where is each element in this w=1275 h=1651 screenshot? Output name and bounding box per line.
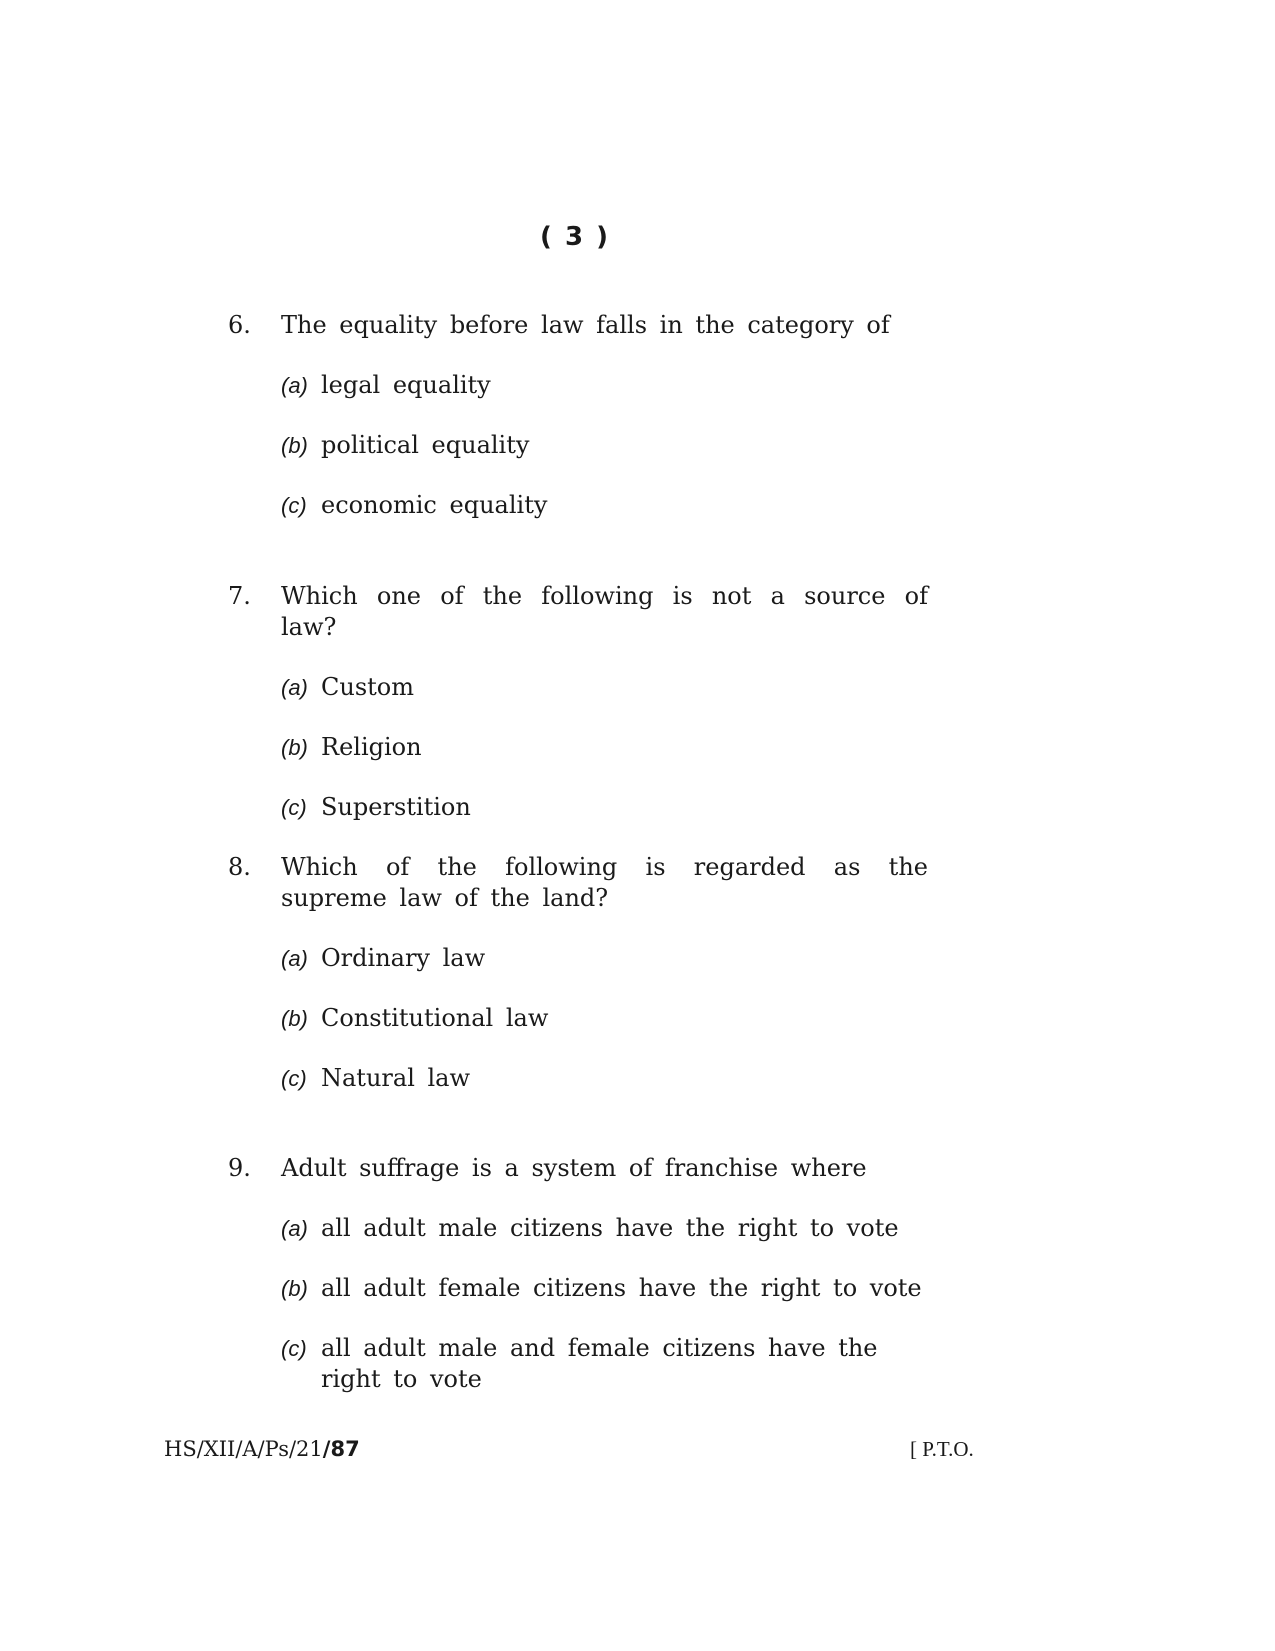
question-number: 9. [228, 1154, 251, 1182]
option-letter: (c) [281, 493, 307, 518]
paper-code-prefix: HS/XII/A/Ps/21 [164, 1437, 323, 1461]
option-a [281, 1213, 928, 1244]
question-text: Adult suffrage is a system of franchise where [281, 1154, 867, 1182]
question-6 [228, 310, 928, 521]
pto-label: [ P.T.O. [910, 1437, 974, 1461]
page-number: ( 3 ) [540, 222, 610, 252]
option-text: economic equality [321, 491, 548, 519]
option-b [281, 430, 928, 461]
option-text: Constitutional law [321, 1004, 549, 1032]
option-a [281, 943, 928, 974]
question-text: Which one of the following is not a source of law? [281, 582, 928, 641]
question-number: 8. [228, 853, 251, 881]
option-letter: (b) [281, 1276, 308, 1301]
option-letter: (c) [281, 1066, 307, 1091]
option-a [281, 370, 928, 401]
option-b [281, 732, 928, 763]
option-c [281, 490, 928, 521]
option-letter: (b) [281, 433, 308, 458]
question-number: 6. [228, 311, 251, 339]
question-number: 7. [228, 582, 251, 610]
option-b [281, 1273, 928, 1304]
paper-code-suffix: /87 [322, 1437, 360, 1461]
option-a [281, 672, 928, 703]
option-c [281, 1063, 928, 1094]
option-letter: (b) [281, 735, 308, 760]
option-text: political equality [321, 431, 530, 459]
option-letter: (a) [281, 1216, 308, 1241]
question-7 [228, 581, 928, 823]
option-text: Religion [321, 733, 422, 761]
option-letter: (a) [281, 675, 308, 700]
option-text: Custom [321, 673, 414, 701]
option-c [281, 1333, 928, 1395]
question-text: Which of the following is regarded as the supreme law of the land? [281, 853, 928, 912]
paper-code [164, 1437, 360, 1461]
option-text: Superstition [321, 793, 471, 821]
option-text: all adult male citizens have the right to vote [321, 1214, 899, 1242]
option-text: Ordinary law [321, 944, 486, 972]
option-letter: (c) [281, 1336, 307, 1361]
option-text: Natural law [321, 1064, 471, 1092]
option-text: legal equality [321, 371, 491, 399]
option-letter: (b) [281, 1006, 308, 1031]
option-letter: (a) [281, 373, 308, 398]
question-text: The equality before law falls in the category of [281, 311, 890, 339]
option-c [281, 792, 928, 823]
question-8 [228, 852, 928, 1094]
question-9 [228, 1153, 928, 1395]
option-letter: (a) [281, 946, 308, 971]
option-b [281, 1003, 928, 1034]
option-text: all adult female citizens have the right to vote [321, 1274, 922, 1302]
option-letter: (c) [281, 795, 307, 820]
option-text: all adult male and female citizens have the right to vote [321, 1334, 878, 1393]
